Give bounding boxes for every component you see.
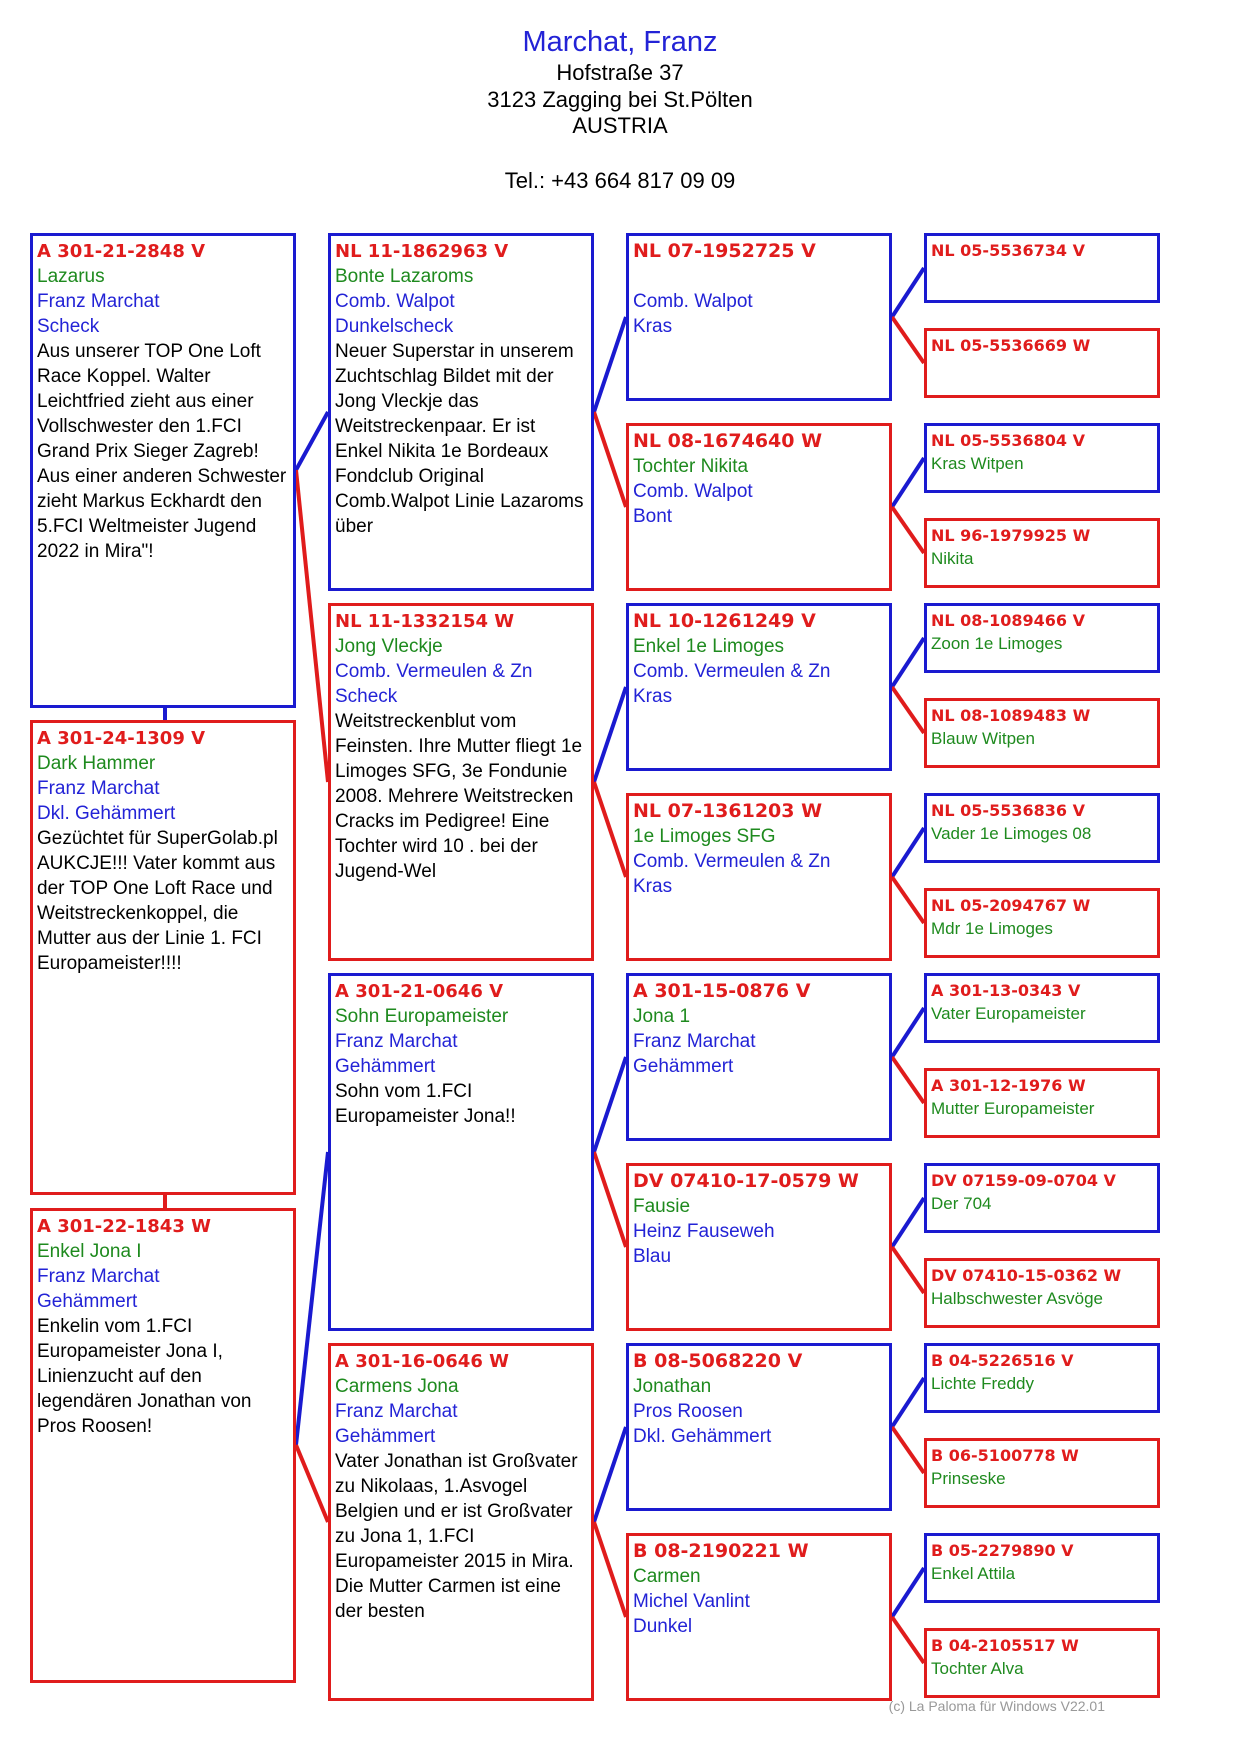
ring-number: A 301-16-0646 W	[335, 1351, 509, 1372]
pedigree-card-parent-1[interactable]	[328, 233, 594, 591]
connector-line	[594, 412, 626, 507]
connector-line	[594, 1522, 626, 1617]
pedigree-card-parent-4[interactable]	[328, 1343, 594, 1701]
ring-number: NL 08-1089483 W	[931, 706, 1091, 725]
connector-line	[594, 687, 626, 782]
ring-number: NL 08-1674640 W	[633, 430, 823, 452]
ring-number: NL 05-2094767 W	[931, 896, 1091, 915]
connector-line	[892, 1057, 924, 1103]
ring-number: B 05-2279890 V	[931, 1541, 1074, 1560]
ring-number: DV 07410-15-0362 W	[931, 1266, 1122, 1285]
pigeon-name: Mdr 1e Limoges	[931, 919, 1053, 938]
ring-number: B 04-5226516 V	[931, 1351, 1074, 1370]
connector-line	[892, 1568, 924, 1617]
pigeon-name: Der 704	[931, 1194, 992, 1213]
pigeon-name: Lichte Freddy	[931, 1374, 1034, 1393]
pigeon-name: Kras Witpen	[931, 454, 1024, 473]
breeder: Pros Roosen	[633, 1401, 743, 1422]
pigeon-note: Vater Jonathan ist Großvater zu Nikolaas, 1.Asvogel Belgien und er ist Großvater zu Jona 1, 1.FCI Europameister 2015 in Mira. Die Mutter Carmen ist eine der besten	[335, 1451, 578, 1622]
pedigree-card-ancestor-1[interactable]	[924, 233, 1160, 303]
connector-line	[296, 1445, 328, 1522]
feather-color: Scheck	[335, 686, 398, 707]
pedigree-card-ancestor-2[interactable]	[924, 328, 1160, 398]
pedigree-card-grandparent-7[interactable]	[626, 1343, 892, 1511]
ring-number: B 08-5068220 V	[633, 1350, 803, 1372]
feather-color: Blau	[633, 1246, 672, 1267]
breeder: Heinz Fauseweh	[633, 1221, 775, 1242]
pigeon-note: Aus unserer TOP One Loft Race Koppel. Walter Leichtfried zieht aus einer Vollschwester den 1.FCI Grand Prix Sieger Zagreb! Aus einer anderen Schwester zieht Markus Eckhardt den 5.FCI Weltmeister Jugend 2022 in Mira"!	[37, 341, 287, 562]
feather-color: Gehämmert	[335, 1056, 436, 1077]
pedigree-card-parent-3[interactable]	[328, 973, 594, 1331]
pigeon-name: Jong Vleckje	[335, 636, 443, 657]
connector-line	[892, 507, 924, 553]
pedigree-card-grandparent-1[interactable]	[626, 233, 892, 401]
owner-phone: Tel.: +43 664 817 09 09	[504, 168, 736, 193]
ring-number: NL 96-1979925 W	[931, 526, 1091, 545]
pedigree-card-ancestor-6[interactable]	[924, 698, 1160, 768]
pedigree-card-ancestor-13[interactable]	[924, 1343, 1160, 1413]
owner-country: AUSTRIA	[572, 113, 668, 138]
ring-number: NL 05-5536804 V	[931, 431, 1085, 450]
breeder: Franz Marchat	[37, 291, 160, 312]
connector-line	[892, 1427, 924, 1473]
ring-number: NL 05-5536669 W	[931, 336, 1091, 355]
software-credit: (c) La Paloma für Windows V22.01	[888, 1698, 1105, 1714]
pedigree-card-subject-2[interactable]	[30, 720, 296, 1195]
feather-color: Scheck	[37, 316, 100, 337]
connector-line	[892, 828, 924, 877]
pedigree-card-ancestor-4[interactable]	[924, 518, 1160, 588]
owner-name: Marchat, Franz	[522, 26, 718, 58]
pigeon-name: 1e Limoges SFG	[633, 826, 776, 847]
pigeon-name: Sohn Europameister	[335, 1006, 509, 1027]
pigeon-name	[633, 264, 885, 289]
owner-city: 3123 Zagging bei St.Pölten	[487, 87, 753, 112]
connector-line	[892, 1198, 924, 1247]
ring-number: A 301-21-0646 V	[335, 981, 504, 1002]
breeder: Franz Marchat	[335, 1401, 458, 1422]
connector-line	[892, 1008, 924, 1057]
pigeon-note: Weitstreckenblut vom Feinsten. Ihre Mutter fliegt 1e Limoges SFG, 3e Fondunie 2008. Mehrere Weitstrecken Cracks im Pedigree! Eine Tochter wird 10 . bei der Jugend-Wel	[335, 711, 583, 882]
pedigree-card-ancestor-8[interactable]	[924, 888, 1160, 958]
pigeon-name: Fausie	[633, 1196, 691, 1217]
connector-line	[892, 1378, 924, 1427]
ring-number: NL 07-1361203 W	[633, 800, 823, 822]
pigeon-name: Blauw Witpen	[931, 729, 1035, 748]
feather-color: Dkl. Gehämmert	[633, 1426, 772, 1447]
connector-line	[296, 1152, 328, 1445]
pigeon-name: Bonte Lazaroms	[335, 266, 474, 287]
pedigree-card-ancestor-14[interactable]	[924, 1438, 1160, 1508]
pedigree-card-ancestor-10[interactable]	[924, 1068, 1160, 1138]
feather-color: Kras	[633, 876, 673, 897]
ring-number: A 301-15-0876 V	[633, 980, 811, 1002]
pedigree-card-grandparent-2[interactable]	[626, 423, 892, 591]
pigeon-note: Neuer Superstar in unserem Zuchtschlag Bildet mit der Jong Vleckje das Weitstreckenpaar. Er ist Enkel Nikita 1e Bordeaux Fondclub Original Comb.Walpot Linie Lazaroms über	[335, 341, 584, 537]
pigeon-note: Enkelin vom 1.FCI Europameister Jona I, Linienzucht auf den legendären Jonathan von Pros Roosen!	[37, 1316, 252, 1437]
pedigree-card-ancestor-7[interactable]	[924, 793, 1160, 863]
breeder: Comb. Walpot	[633, 291, 753, 312]
pigeon-name: Lazarus	[37, 266, 105, 287]
breeder: Franz Marchat	[37, 1266, 160, 1287]
connector-line	[296, 470, 328, 782]
pigeon-name: Jona 1	[633, 1006, 691, 1027]
ring-number: NL 05-5536836 V	[931, 801, 1085, 820]
connector-line	[296, 412, 328, 470]
breeder: Franz Marchat	[37, 778, 160, 799]
owner-street: Hofstraße 37	[556, 60, 684, 85]
ring-number: DV 07410-17-0579 W	[633, 1170, 859, 1192]
pigeon-name: Carmen	[633, 1566, 701, 1587]
pedigree-card-grandparent-4[interactable]	[626, 793, 892, 961]
feather-color: Kras	[633, 686, 673, 707]
pigeon-name: Prinseske	[931, 1469, 1006, 1488]
pigeon-name: Mutter Europameister	[931, 1099, 1095, 1118]
feather-color: Gehämmert	[335, 1426, 436, 1447]
ring-number: NL 08-1089466 V	[931, 611, 1085, 630]
ring-number: NL 11-1332154 W	[335, 611, 515, 632]
ring-number: A 301-21-2848 V	[37, 241, 206, 262]
connector-line	[892, 458, 924, 507]
connector-line	[892, 687, 924, 733]
ring-number: B 04-2105517 W	[931, 1636, 1079, 1655]
pigeon-name: Nikita	[931, 549, 974, 568]
pigeon-name: Dark Hammer	[37, 753, 156, 774]
ring-number: B 08-2190221 W	[633, 1540, 809, 1562]
feather-color: Dunkel	[633, 1616, 693, 1637]
pedigree-card-ancestor-3[interactable]	[924, 423, 1160, 493]
pigeon-name: Enkel 1e Limoges	[633, 636, 785, 657]
pedigree-card-ancestor-16[interactable]	[924, 1628, 1160, 1698]
pigeon-name: Enkel Attila	[931, 1564, 1016, 1583]
breeder: Franz Marchat	[335, 1031, 458, 1052]
pigeon-name: Zoon 1e Limoges	[931, 634, 1063, 653]
connector-line	[892, 1247, 924, 1293]
ring-number: A 301-13-0343 V	[931, 981, 1081, 1000]
pedigree-card-grandparent-6[interactable]	[626, 1163, 892, 1331]
feather-color: Bont	[633, 506, 673, 527]
pigeon-note: Sohn vom 1.FCI Europameister Jona!!	[335, 1081, 516, 1127]
pedigree-card-ancestor-5[interactable]	[924, 603, 1160, 673]
ring-number: A 301-22-1843 W	[37, 1216, 211, 1237]
feather-color: Kras	[633, 316, 673, 337]
ring-number: DV 07159-09-0704 V	[931, 1171, 1116, 1190]
pedigree-card-ancestor-15[interactable]	[924, 1533, 1160, 1603]
pedigree-card-grandparent-5[interactable]	[626, 973, 892, 1141]
pigeon-name: Jonathan	[633, 1376, 712, 1397]
breeder: Comb. Vermeulen & Zn	[633, 851, 831, 872]
connector-line	[594, 1152, 626, 1247]
ring-number: B 06-5100778 W	[931, 1446, 1079, 1465]
pigeon-name: Halbschwester Asvöge	[931, 1289, 1103, 1308]
connector-line	[594, 317, 626, 412]
connector-line	[892, 877, 924, 923]
ring-number: NL 11-1862963 V	[335, 241, 509, 262]
feather-color: Gehämmert	[37, 1291, 138, 1312]
pigeon-note: Gezüchtet für SuperGolab.pl AUKCJE!!! Vater kommt aus der TOP One Loft Race und Weitstreckenkoppel, die Mutter aus der Linie 1. FCI Europameister!!!!	[37, 828, 278, 974]
pedigree-card-parent-2[interactable]	[328, 603, 594, 961]
pigeon-name: Vader 1e Limoges 08	[931, 824, 1092, 843]
pigeon-name: Tochter Alva	[931, 1659, 1024, 1678]
pedigree-card-ancestor-9[interactable]	[924, 973, 1160, 1043]
connector-line	[892, 317, 924, 363]
feather-color: Dunkelscheck	[335, 316, 454, 337]
pedigree-card-grandparent-8[interactable]	[626, 1533, 892, 1701]
connector-line	[594, 782, 626, 877]
pigeon-name: Tochter Nikita	[633, 456, 749, 477]
breeder: Comb. Walpot	[335, 291, 455, 312]
connector-line	[594, 1427, 626, 1522]
pedigree-card-ancestor-11[interactable]	[924, 1163, 1160, 1233]
feather-color: Gehämmert	[633, 1056, 734, 1077]
pedigree-card-subject[interactable]	[30, 233, 296, 708]
ring-number: A 301-24-1309 V	[37, 728, 206, 749]
ring-number: NL 07-1952725 V	[633, 240, 816, 262]
pigeon-name: Carmens Jona	[335, 1376, 459, 1397]
pigeon-name: Vater Europameister	[931, 1004, 1086, 1023]
feather-color: Dkl. Gehämmert	[37, 803, 176, 824]
breeder: Michel Vanlint	[633, 1591, 750, 1612]
breeder: Comb. Vermeulen & Zn	[335, 661, 533, 682]
breeder: Franz Marchat	[633, 1031, 756, 1052]
ring-number: A 301-12-1976 W	[931, 1076, 1086, 1095]
connector-line	[892, 268, 924, 317]
connector-line	[892, 1617, 924, 1663]
pedigree-card-grandparent-3[interactable]	[626, 603, 892, 771]
pedigree-card-subject-3[interactable]	[30, 1208, 296, 1683]
breeder: Comb. Vermeulen & Zn	[633, 661, 831, 682]
ring-number: NL 05-5536734 V	[931, 241, 1085, 260]
pedigree-card-ancestor-12[interactable]	[924, 1258, 1160, 1328]
connector-line	[892, 638, 924, 687]
breeder: Comb. Walpot	[633, 481, 753, 502]
connector-line	[594, 1057, 626, 1152]
pigeon-name: Enkel Jona I	[37, 1241, 142, 1262]
ring-number: NL 10-1261249 V	[633, 610, 816, 632]
